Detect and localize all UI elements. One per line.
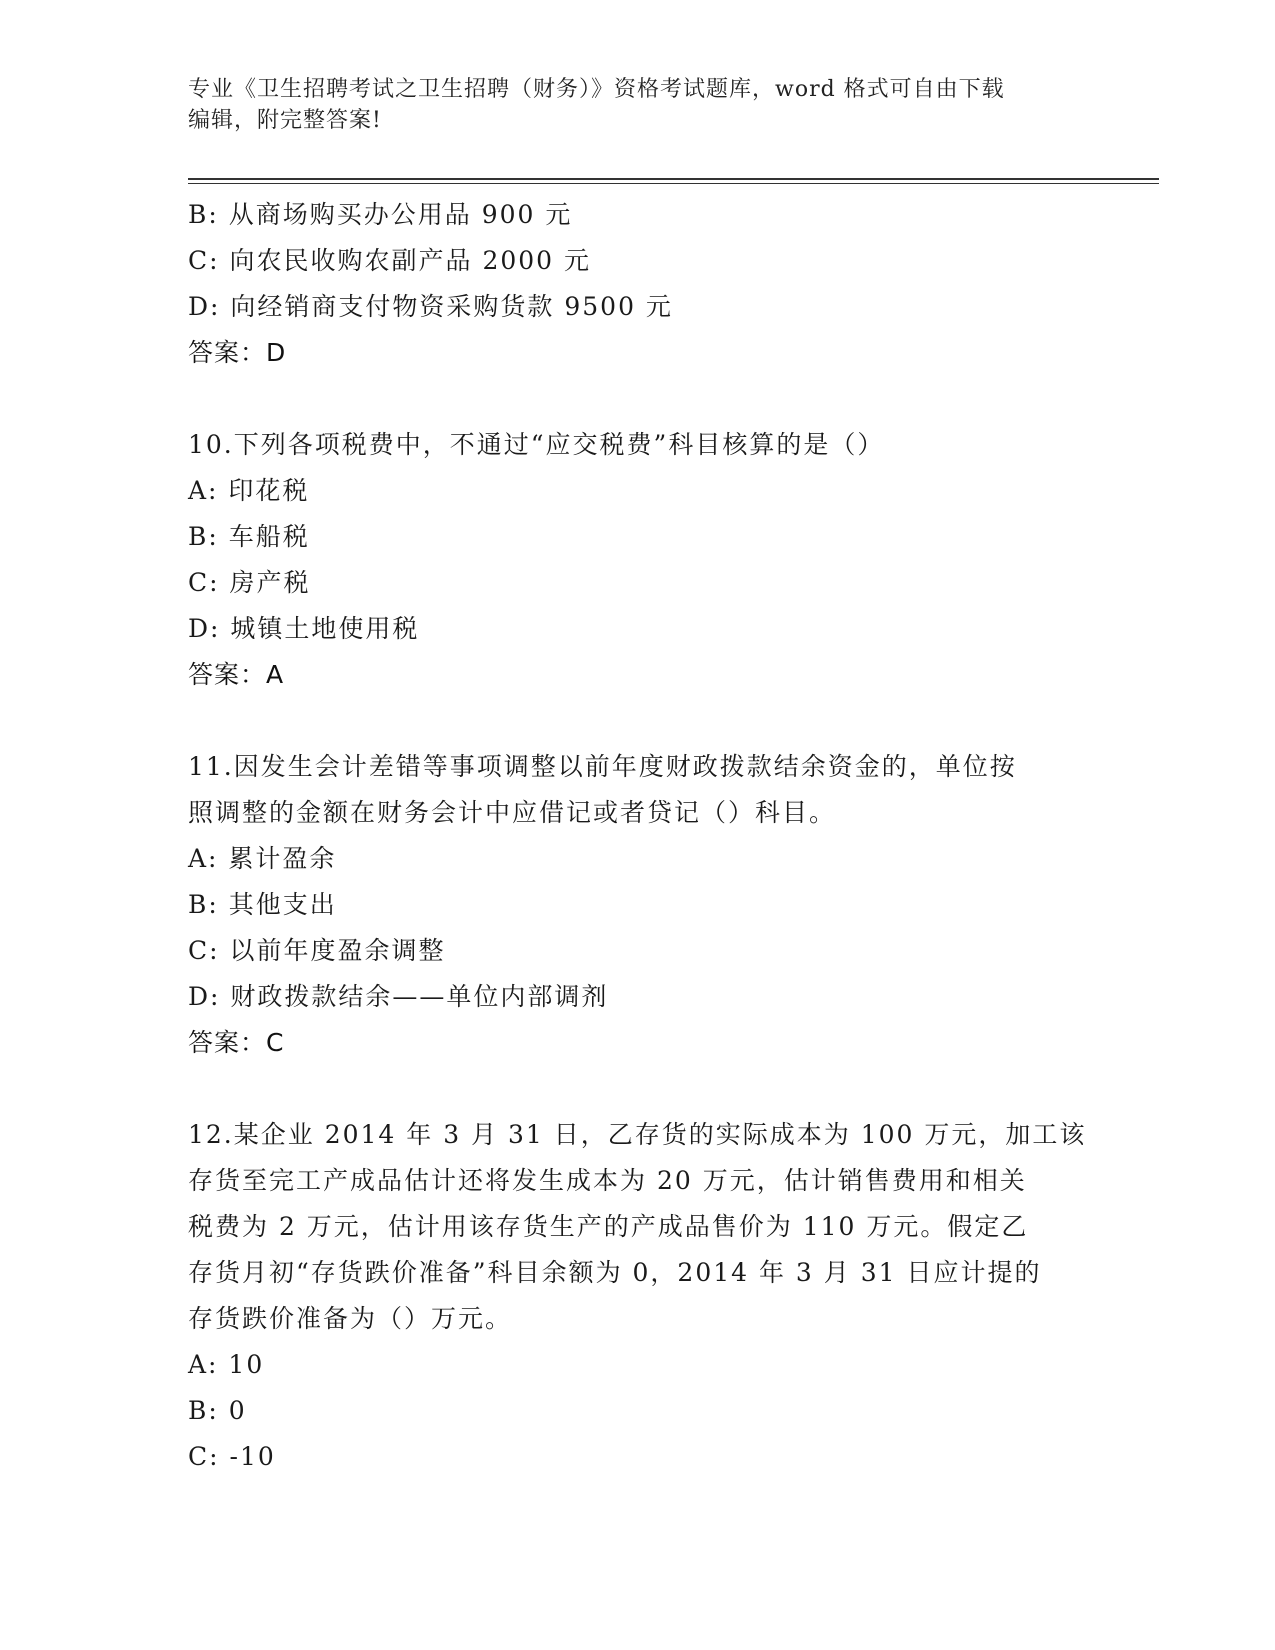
option-a: A: 累计盈余: [188, 844, 337, 873]
option-c: C: -10: [188, 1442, 276, 1471]
question-9-tail: [188, 192, 1088, 376]
option-c: C: 向农民收购农副产品 2000 元: [188, 246, 592, 275]
option-b: B: 0: [188, 1396, 247, 1425]
spacer: [188, 1066, 1088, 1112]
header-line-2: 编辑，附完整答案!: [188, 108, 382, 133]
header-line-1: 专业《卫生招聘考试之卫生招聘（财务）》资格考试题库，word 格式可自由下载: [188, 77, 1005, 102]
answer: 答案：A: [188, 660, 285, 689]
question-text-line: 存货月初“存货跌价准备”科目余额为 0，2014 年 3 月 31 日应计提的: [188, 1258, 1042, 1287]
question-list: [188, 192, 1088, 1480]
option-c: C: 以前年度盈余调整: [188, 936, 446, 965]
spacer: [188, 376, 1088, 422]
question-text-line: 12.某企业 2014 年 3 月 31 日，乙存货的实际成本为 100 万元，加工该: [188, 1120, 1087, 1149]
question-10: [188, 422, 1088, 698]
option-b: B: 从商场购买办公用品 900 元: [188, 200, 573, 229]
option-a: A: 印花税: [188, 476, 310, 505]
question-12: [188, 1112, 1088, 1480]
document-header: [188, 74, 1088, 136]
option-c: C: 房产税: [188, 568, 311, 597]
question-text: 10.下列各项税费中，不通过“应交税费”科目核算的是（）: [188, 430, 885, 459]
question-text-line: 照调整的金额在财务会计中应借记或者贷记（）科目。: [188, 798, 837, 827]
answer: 答案：C: [188, 1028, 285, 1057]
question-text-line: 存货跌价准备为（）万元。: [188, 1304, 513, 1333]
option-a: A: 10: [188, 1350, 265, 1379]
option-d: D: 向经销商支付物资采购货款 9500 元: [188, 292, 673, 321]
question-text-line: 11.因发生会计差错等事项调整以前年度财政拨款结余资金的，单位按: [188, 752, 1017, 781]
header-rule-thin: [188, 183, 1159, 184]
option-b: B: 其他支出: [188, 890, 337, 919]
answer: 答案：D: [188, 338, 287, 367]
option-b: B: 车船税: [188, 522, 310, 551]
question-11: [188, 744, 1088, 1066]
option-d: D: 城镇土地使用税: [188, 614, 420, 643]
question-text-line: 税费为 2 万元，估计用该存货生产的产成品售价为 110 万元。假定乙: [188, 1212, 1029, 1241]
spacer: [188, 698, 1088, 744]
question-text-line: 存货至完工产成品估计还将发生成本为 20 万元，估计销售费用和相关: [188, 1166, 1027, 1195]
header-rule-thick: [188, 178, 1159, 180]
option-d: D: 财政拨款结余——单位内部调剂: [188, 982, 609, 1011]
